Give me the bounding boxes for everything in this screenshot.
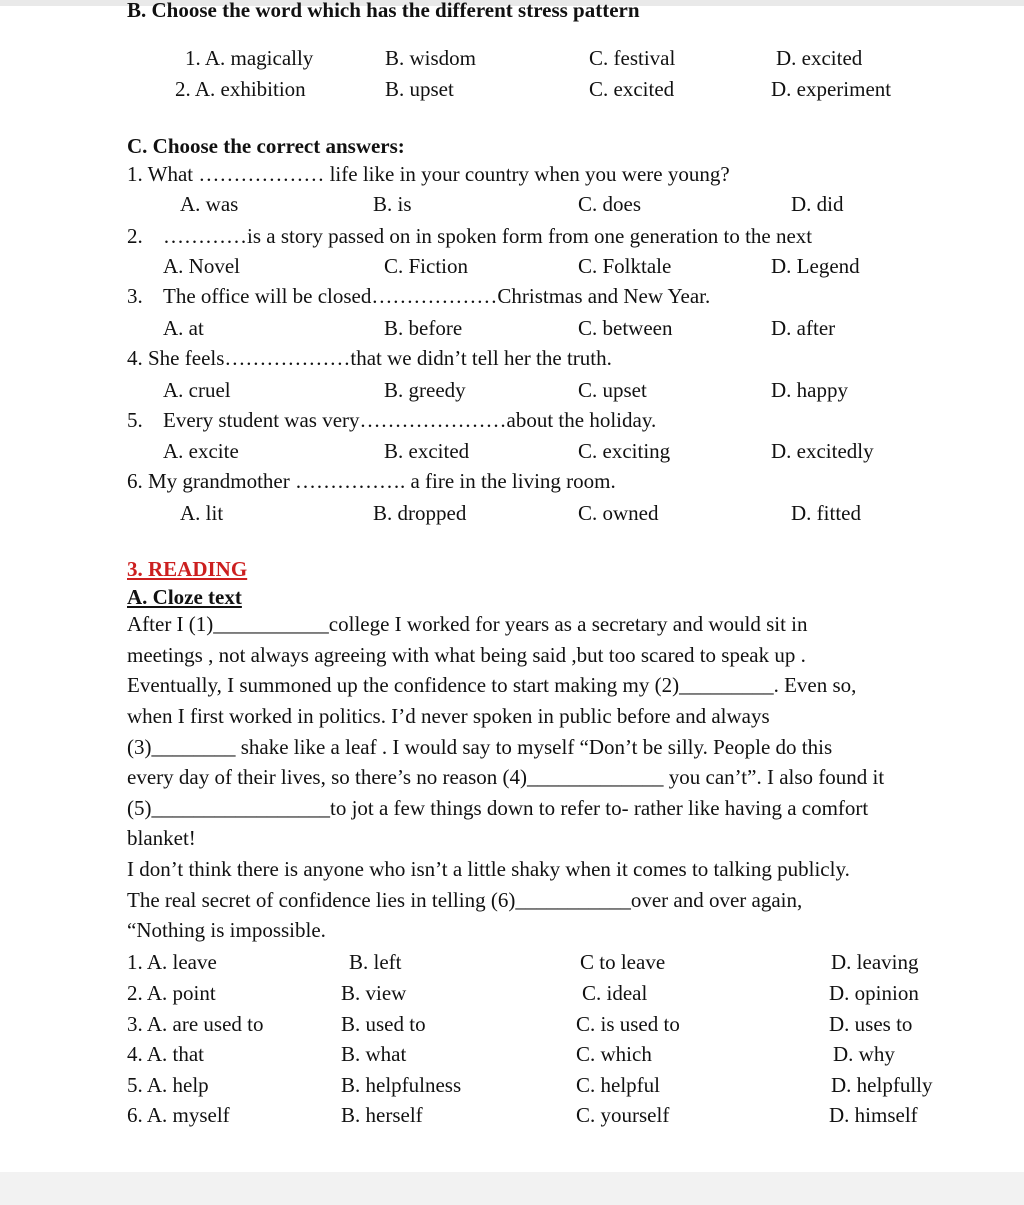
answer-2-c: C. ideal xyxy=(582,981,648,1005)
answer-5-a: 5. A. help xyxy=(127,1073,209,1097)
q3-option-d: D. after xyxy=(771,316,836,340)
reading-heading: 3. READING xyxy=(127,557,248,581)
q5-option-d: D. excitedly xyxy=(771,439,874,463)
answer-2-d: D. opinion xyxy=(829,981,919,1005)
stress-q1-d: D. excited xyxy=(776,46,863,70)
question-3: The office will be closed………………Christmas and New Year. xyxy=(163,284,711,308)
q1-option-c: C. does xyxy=(578,192,641,216)
cloze-subheading: A. Cloze text xyxy=(127,585,242,609)
question-5: Every student was very…………………about the holiday. xyxy=(163,408,657,432)
q6-option-c: C. owned xyxy=(578,501,659,525)
passage-line: every day of their lives, so there’s no reason (4)_____________ you can’t”. I also found it xyxy=(127,765,885,789)
answer-4-b: B. what xyxy=(341,1042,407,1066)
answer-1-d: D. leaving xyxy=(831,950,919,974)
q6-option-b: B. dropped xyxy=(373,501,467,525)
passage-line: “Nothing is impossible. xyxy=(127,918,326,942)
passage-line: Eventually, I summoned up the confidence to start making my (2)_________. Even so, xyxy=(127,673,857,697)
answer-6-b: B. herself xyxy=(341,1103,423,1127)
answer-5-b: B. helpfulness xyxy=(341,1073,462,1097)
question-3-number: 3. xyxy=(127,284,143,308)
q5-option-a: A. excite xyxy=(163,439,239,463)
bottom-edge xyxy=(0,1172,1024,1205)
q1-option-b: B. is xyxy=(373,192,412,216)
q6-option-a: A. lit xyxy=(180,501,224,525)
passage-line: The real secret of confidence lies in telling (6)___________over and over again, xyxy=(127,888,803,912)
q4-option-c: C. upset xyxy=(578,378,647,402)
q1-option-a: A. was xyxy=(180,192,239,216)
answer-1-a: 1. A. leave xyxy=(127,950,217,974)
q2-option-d: D. Legend xyxy=(771,254,860,278)
passage-line: (5)_________________to jot a few things down to refer to- rather like having a comfort xyxy=(127,796,869,820)
answer-1-c: C to leave xyxy=(580,950,666,974)
q3-option-c: C. between xyxy=(578,316,673,340)
passage-line: blanket! xyxy=(127,826,196,850)
answer-3-b: B. used to xyxy=(341,1012,426,1036)
question-5-number: 5. xyxy=(127,408,143,432)
question-2-number: 2. xyxy=(127,224,143,248)
stress-q1-b: B. wisdom xyxy=(385,46,477,70)
answer-3-c: C. is used to xyxy=(576,1012,680,1036)
stress-q1-c: C. festival xyxy=(589,46,676,70)
section-b-title: B. Choose the word which has the different stress pattern xyxy=(127,0,640,22)
answer-4-a: 4. A. that xyxy=(127,1042,204,1066)
q5-option-b: B. excited xyxy=(384,439,470,463)
q5-option-c: C. exciting xyxy=(578,439,671,463)
q2-option-b: C. Fiction xyxy=(384,254,469,278)
question-1: 1. What ……………… life like in your country when you were young? xyxy=(127,162,730,186)
answer-3-d: D. uses to xyxy=(829,1012,913,1036)
answer-5-c: C. helpful xyxy=(576,1073,660,1097)
answer-2-b: B. view xyxy=(341,981,407,1005)
passage-line: when I first worked in politics. I’d never spoken in public before and always xyxy=(127,704,770,728)
answer-2-a: 2. A. point xyxy=(127,981,216,1005)
answer-5-d: D. helpfully xyxy=(831,1073,933,1097)
q4-option-b: B. greedy xyxy=(384,378,466,402)
q6-option-d: D. fitted xyxy=(791,501,861,525)
q4-option-a: A. cruel xyxy=(163,378,231,402)
answer-4-c: C. which xyxy=(576,1042,652,1066)
answer-6-a: 6. A. myself xyxy=(127,1103,230,1127)
q2-option-c: C. Folktale xyxy=(578,254,672,278)
question-4: 4. She feels………………that we didn’t tell her the truth. xyxy=(127,346,612,370)
q3-option-a: A. at xyxy=(163,316,204,340)
q2-option-a: A. Novel xyxy=(163,254,240,278)
q3-option-b: B. before xyxy=(384,316,463,340)
stress-q1-a: 1. A. magically xyxy=(185,46,314,70)
answer-3-a: 3. A. are used to xyxy=(127,1012,264,1036)
question-2: …………is a story passed on in spoken form from one generation to the next xyxy=(163,224,813,248)
stress-q2-c: C. excited xyxy=(589,77,675,101)
section-c-title: C. Choose the correct answers: xyxy=(127,134,405,158)
answer-6-d: D. himself xyxy=(829,1103,918,1127)
question-6: 6. My grandmother ……………. a fire in the living room. xyxy=(127,469,616,493)
q4-option-d: D. happy xyxy=(771,378,848,402)
answer-1-b: B. left xyxy=(349,950,402,974)
stress-q2-d: D. experiment xyxy=(771,77,892,101)
passage-line: meetings , not always agreeing with what being said ,but too scared to speak up . xyxy=(127,643,806,667)
passage-line: (3)________ shake like a leaf . I would say to myself “Don’t be silly. People do this xyxy=(127,735,833,759)
q1-option-d: D. did xyxy=(791,192,844,216)
answer-4-d: D. why xyxy=(833,1042,895,1066)
answer-6-c: C. yourself xyxy=(576,1103,670,1127)
passage-line: I don’t think there is anyone who isn’t a little shaky when it comes to talking publicly. xyxy=(127,857,850,881)
stress-q2-a: 2. A. exhibition xyxy=(175,77,306,101)
passage-line: After I (1)___________college I worked for years as a secretary and would sit in xyxy=(127,612,808,636)
stress-q2-b: B. upset xyxy=(385,77,454,101)
